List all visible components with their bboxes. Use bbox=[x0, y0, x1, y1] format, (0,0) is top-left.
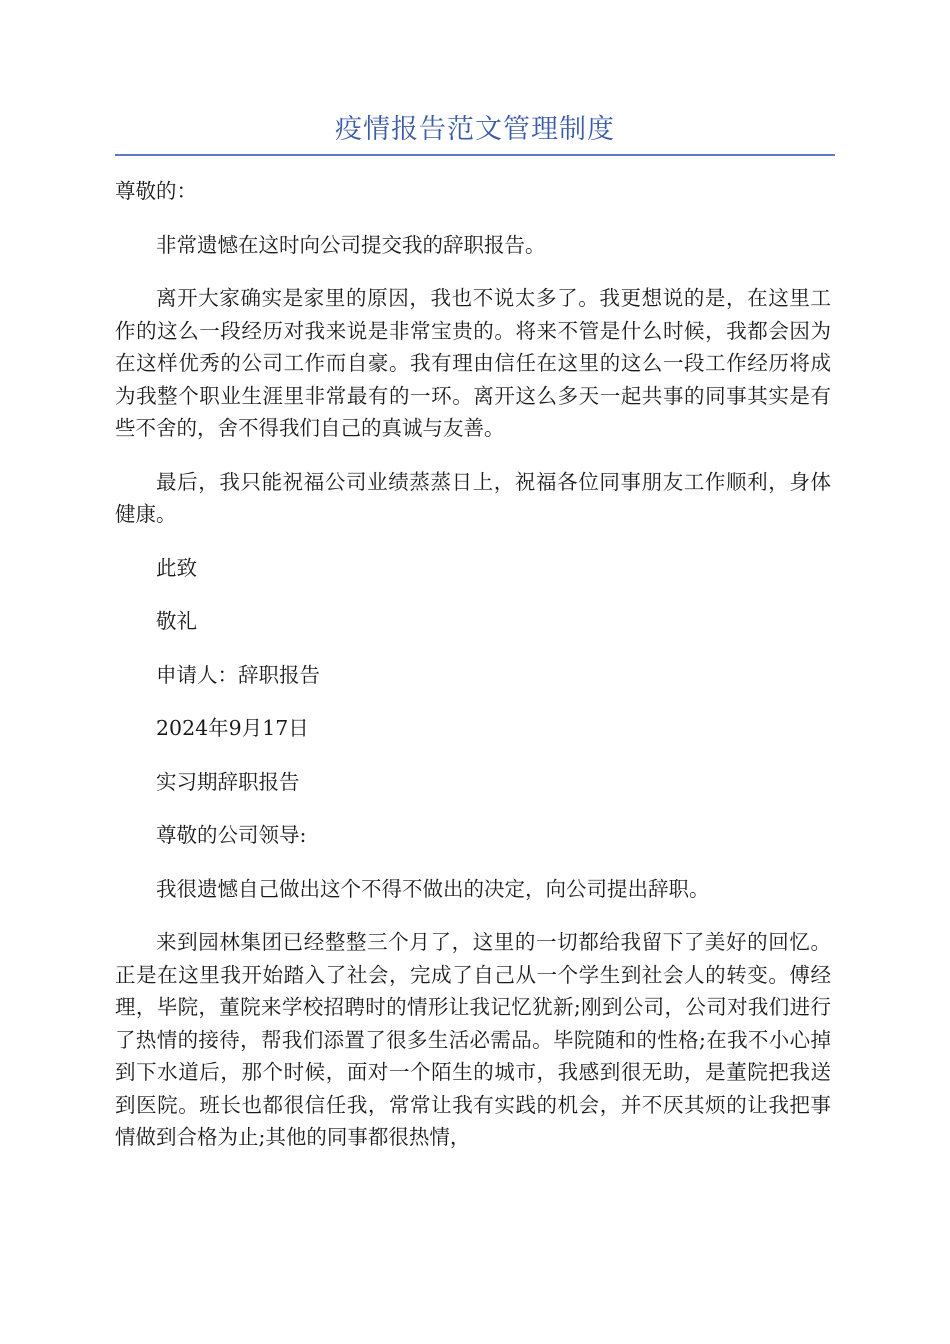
date-line: 2024年9月17日 bbox=[156, 716, 309, 740]
paragraph: 离开大家确实是家里的原因，我也不说太多了。我更想说的是，在这里工作的这么一段经历对我来说是非常宝贵的。将来不管是什么时候，我都会因为在这样优秀的公司工作而自豪。我有理由信任在这里的这么一段工作经历将成为我整个职业生涯里非常最有的一环。离开这么多天一起共事的同事其实是有些不舍的，舍不得我们自己的真诚与友善。 bbox=[115, 286, 831, 440]
closing-line: 敬礼 bbox=[156, 609, 197, 633]
document-body bbox=[115, 175, 831, 1175]
paragraph: 我很遗憾自己做出这个不得不做出的决定，向公司提出辞职。 bbox=[156, 876, 710, 901]
closing-line: 此致 bbox=[156, 555, 197, 580]
applicant-line: 申请人：辞职报告 bbox=[156, 662, 320, 687]
paragraph: 来到园林集团已经整整三个月了，这里的一切都给我留下了美好的回忆。正是在这里我开始踏入了社会，完成了自己从一个学生到社会人的转变。傅经理，毕院，董院来学校招聘时的情形让我记忆犹新;刚到公司，公司对我们进行了热情的接待，帮我们添置了很多生活必需品。毕院随和的性格;在我不小心掉到下水道后，那个时候，面对一个陌生的城市，我感到很无助，是董院把我送到医院。班长也都很信任我，常常让我有实践的机会，并不厌其烦的让我把事情做到合格为止;其他的同事都很热情， bbox=[115, 930, 831, 1149]
section-heading: 实习期辞职报告 bbox=[156, 769, 300, 794]
paragraph: 非常遗憾在这时向公司提交我的辞职报告。 bbox=[156, 232, 546, 257]
document-title: 疫情报告范文管理制度 bbox=[335, 114, 615, 145]
salutation: 尊敬的： bbox=[115, 179, 197, 203]
paragraph: 最后，我只能祝福公司业绩蒸蒸日上，祝福各位同事朋友工作顺利，身体健康。 bbox=[115, 469, 831, 526]
salutation: 尊敬的公司领导: bbox=[156, 823, 307, 847]
title-underline bbox=[115, 154, 835, 156]
